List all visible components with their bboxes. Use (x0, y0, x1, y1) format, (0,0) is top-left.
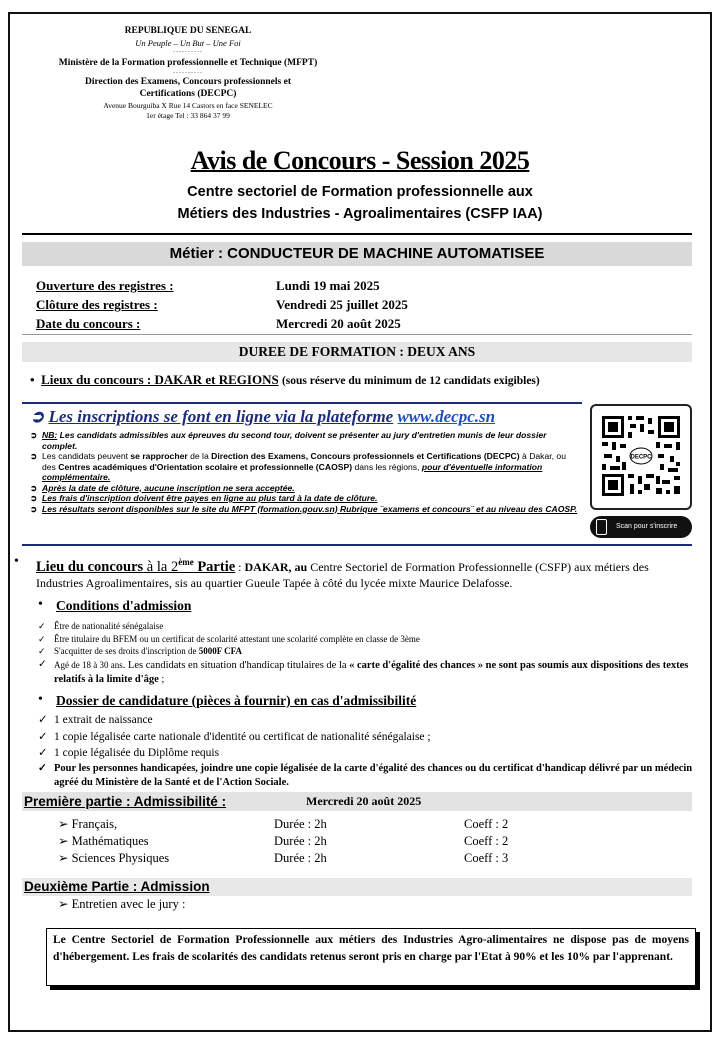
arrow-icon: ➲ (30, 430, 38, 440)
list-item (38, 620, 698, 633)
subject-name-text: Mathématiques (71, 834, 149, 848)
inscriptions-heading-text: Les inscriptions se font en ligne via la plateforme (48, 407, 394, 426)
subject-name (58, 850, 274, 867)
list-item (30, 504, 582, 515)
title-text: Avis de Concours - Session 2025 (190, 146, 530, 175)
subtitle-line-2: Métiers des Industries - Agroalimentaires (CSFP IAA) (177, 205, 543, 222)
subject-coeff: Coeff : 2 (464, 817, 509, 831)
list-item (38, 762, 694, 790)
subject-coeff: Coeff : 3 (464, 851, 509, 865)
ministry-name: Ministère de la Formation professionnelle et Technique (MFPT) (58, 58, 318, 68)
nb-label: NB: (42, 430, 58, 440)
item-text: Après la date de clôture, aucune inscription ne sera acceptée. (42, 482, 295, 493)
check-icon: ✓ (38, 762, 47, 774)
check-icon: ✓ (38, 747, 48, 759)
arrow-icon: ➢ (58, 817, 72, 831)
lieu2-colon: : (235, 559, 245, 574)
item-text: Être de nationalité sénégalaise (54, 621, 164, 631)
dossier-list (38, 712, 694, 790)
check-icon: ✓ (38, 633, 46, 644)
header-divider: ---------- (173, 48, 203, 55)
deuxieme-partie-label: Deuxième Partie : Admission (24, 879, 210, 894)
subject-coeff: Coeff : 2 (464, 834, 509, 848)
item-text: 1 extrait de naissance (54, 714, 153, 726)
arrow-icon: ➲ (30, 482, 38, 493)
inscriptions-heading (30, 407, 495, 427)
item-text: « carte d'égalité des chances » ne sont pas soumis aux dispositions des textes relatifs à la limite d'âge (54, 659, 689, 685)
item-text: se rapprocher (130, 451, 188, 461)
arrow-icon: ➲ (30, 503, 38, 514)
table-row (58, 833, 508, 850)
divider-rule-2 (22, 334, 692, 335)
item-text: Direction des Examens, Concours professionnels et Certifications (DECPC) (211, 451, 520, 461)
item-text: Pour les personnes handicapées, joindre une copie légalisée de la carte d'égalité des chances ou du certificat d'handicap délivré par un médecin agréé du Ministère de la Santé et de l'Action Sociale. (54, 762, 693, 788)
list-item (38, 745, 694, 762)
check-icon: ✓ (38, 621, 46, 631)
table-row (58, 816, 508, 833)
entretien-item (58, 896, 185, 912)
bullet-icon: • (38, 597, 43, 612)
date-row (36, 295, 408, 314)
motto: Un Peuple – Un But – Une Foi (135, 37, 241, 48)
metier-banner (22, 242, 692, 266)
phone-icon (596, 519, 607, 535)
item-text: 1 copie légalisée carte nationale d'identité ou certificat de nationalité sénégalaise ; (54, 730, 431, 743)
decpc-link[interactable]: www.decpc.sn (397, 407, 496, 426)
address: Avenue Bourguiba X Rue 14 Castors en face SENELEC (103, 101, 273, 111)
conditions-heading: Conditions d'admission (56, 598, 192, 613)
scan-badge[interactable] (590, 516, 692, 538)
ministry-header (58, 26, 318, 120)
arrow-icon: ➢ (58, 851, 72, 865)
deuxieme-partie-bar (22, 878, 692, 896)
dates-block (36, 276, 408, 333)
direction-name: Direction des Examens, Concours professionnels et Certifications (DECPC) (84, 77, 291, 100)
lieux-concours (30, 372, 540, 388)
qr-center-label: DECPC (630, 454, 652, 461)
arrow-icon: ➢ (58, 834, 72, 848)
lieu2-heading-c: Partie (193, 558, 236, 575)
lieu2-heading-sup: ème (178, 557, 194, 567)
subject-name-text: Français, (71, 817, 118, 831)
list-item (30, 483, 582, 494)
item-text: Les résultats seront disponibles sur le site du MFPT (formation.gouv.sn) Rubrique ¨examens et concours¨ et au niveau des CAOSP. (42, 503, 578, 514)
premiere-partie-label: Première partie : Admissibilité : (24, 794, 227, 809)
arrow-icon: ➲ (30, 407, 49, 426)
date-row (36, 276, 408, 295)
list-item (30, 451, 582, 483)
list-item (38, 633, 698, 646)
arrow-icon: ➲ (30, 493, 38, 503)
bullet-icon: • (38, 692, 43, 707)
subject-duree: Durée : 2h (274, 851, 327, 865)
divider-rule-blue (22, 544, 692, 546)
subjects-table (58, 816, 508, 867)
lieux-label: Lieux du concours : DAKAR et REGIONS (41, 372, 279, 387)
centre-subtitle (0, 182, 720, 226)
premiere-partie-date: Mercredi 20 août 2025 (306, 794, 422, 808)
item-text: à Dakar, ou des (42, 451, 566, 472)
page-title (0, 146, 720, 176)
dossier-heading: Dossier de candidature (pièces à fournir) en cas d'admissibilité (56, 693, 417, 708)
check-icon: ✓ (38, 658, 47, 670)
lieu2-heading-b: à la 2 (143, 558, 179, 575)
date-value: Vendredi 25 juillet 2025 (276, 297, 408, 312)
subject-duree: Durée : 2h (274, 834, 327, 848)
item-text: de la (187, 451, 212, 461)
subtitle-line-1: Centre sectoriel de Formation professionnelle aux (187, 184, 533, 200)
conditions-list (38, 620, 698, 687)
item-text: Les frais d'inscription doivent être payes en ligne au plus tard à la date de clôture. (42, 493, 378, 503)
list-item (30, 430, 582, 451)
header-divider-2: ---------- (173, 69, 203, 76)
item-text: ; (158, 673, 165, 685)
item-text: Agé de 18 à 30 ans (54, 659, 123, 670)
item-text: Être titulaire du BFEM ou un certificat de scolarité attestant une scolarité complète en classe de 3ème (54, 633, 420, 644)
lieux-note: (sous réserve du minimum de 12 candidats exigibles) (281, 375, 540, 387)
item-text: Centres académiques d'Orientation scolaire et professionnelle (CAOSP) (58, 461, 353, 472)
list-item (38, 645, 698, 658)
nb-text: Les candidats admissibles aux épreuves du second tour, doivent se présenter au jury d'entretien munis de leur dossier complet. (42, 430, 547, 451)
lieu2-heading-a: Lieu du concours (36, 558, 144, 575)
item-text: Les candidats peuvent (42, 451, 131, 461)
date-label: Date du concours : (36, 316, 141, 331)
table-row (58, 850, 508, 867)
scan-label: Scan pour s'inscrire (616, 523, 678, 530)
divider-rule (22, 233, 692, 235)
entretien-text: Entretien avec le jury : (71, 897, 186, 911)
item-text: . Les candidats en situation d'handicap titulaires de la (122, 659, 347, 671)
subject-name (58, 816, 274, 833)
arrow-icon: ➢ (58, 897, 72, 911)
subject-name (58, 833, 274, 850)
inscriptions-list (30, 430, 582, 514)
phone: 1er étage Tel : 33 864 37 99 (146, 110, 230, 120)
bullet-icon: • (30, 372, 42, 387)
item-text: pour d'éventuelle information complémentaire. (42, 461, 543, 482)
date-row (36, 314, 408, 333)
subject-duree: Durée : 2h (274, 817, 327, 831)
item-text: 5000F CFA (198, 646, 242, 656)
check-icon: ✓ (38, 714, 48, 726)
list-item (38, 658, 698, 687)
lieu2-text: Centre Sectoriel de Formation Professionnelle (CSFP) aux métiers des Industries Agroalimentaires, sis au quartier Gueule Tapée à côté du lycée mixte Maurice Delafosse. (36, 559, 649, 590)
date-label: Ouverture des registres : (36, 278, 174, 293)
metier-label: Métier : (169, 245, 228, 262)
list-item (38, 729, 694, 746)
qr-code-icon[interactable] (600, 414, 682, 498)
date-value: Lundi 19 mai 2025 (276, 278, 380, 293)
item-text: dans les régions, (352, 461, 422, 472)
republic-label: REPUBLIQUE DU SENEGAL (124, 26, 252, 36)
item-text: S'acquitter de ses droits d'inscription de (54, 646, 199, 656)
item-text: 1 copie légalisée du Diplôme requis (54, 747, 220, 759)
metier-value: CONDUCTEUR DE MACHINE AUTOMATISEE (227, 245, 545, 262)
lieu2-heading (36, 559, 235, 575)
premiere-partie-bar (22, 792, 692, 811)
check-icon: ✓ (38, 646, 46, 656)
duree-banner: DUREE DE FORMATION : DEUX ANS (22, 342, 692, 362)
subject-name-text: Sciences Physiques (71, 851, 170, 865)
arrow-icon: ➲ (30, 451, 38, 461)
bullet-icon: • (14, 554, 19, 569)
date-label: Clôture des registres : (36, 297, 158, 312)
date-value: Mercredi 20 août 2025 (276, 316, 401, 331)
list-item (30, 493, 582, 504)
hebergement-note: Le Centre Sectoriel de Formation Professionnelle aux métiers des Industries Agro-alimentaires ne dispose pas de moyens d'hébergement. Les frais de scolarités des candidats retenus seront pris en charge par l'Etat à 90% et les 10% par l'apprenant. (46, 928, 696, 986)
list-item (38, 712, 694, 729)
lieu-deuxieme-partie (14, 554, 696, 591)
check-icon: ✓ (38, 730, 48, 743)
lieu2-city: DAKAR, au (244, 559, 308, 574)
